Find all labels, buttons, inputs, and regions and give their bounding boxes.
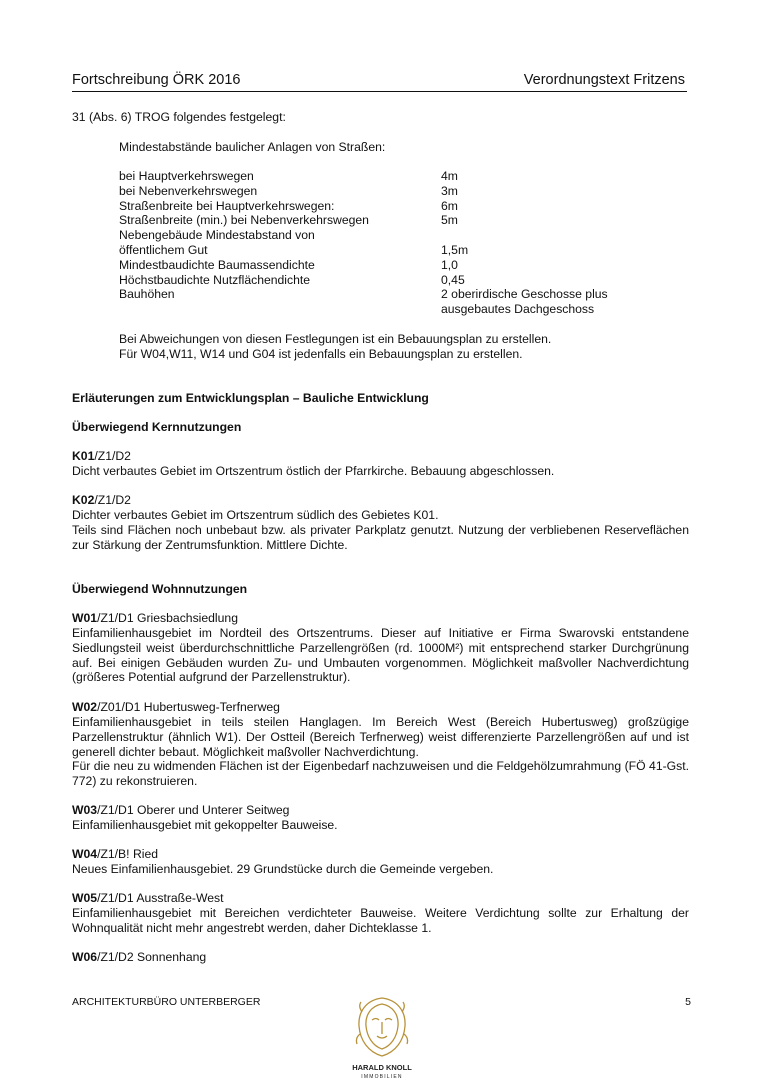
w05-suffix: /Z1/D1 Ausstraße-West bbox=[97, 891, 224, 905]
abstaende-row bbox=[119, 243, 679, 258]
w01-title bbox=[72, 611, 238, 626]
k02-paragraph: Teils sind Flächen noch unbebaut bzw. als privater Parkplatz genutzt. Nutzung der verbliebenen Reserveflächen zur Stärkung der Zentrumsfunktion. Mittlere Dichte. bbox=[72, 523, 689, 552]
harald-knoll-logo bbox=[352, 994, 412, 1080]
row-label: öffentlichem Gut bbox=[119, 242, 208, 257]
w03-code: W03 bbox=[72, 803, 98, 817]
abstaende-row bbox=[119, 199, 679, 214]
row-label: bei Nebenverkehrswegen bbox=[119, 183, 258, 198]
w04-text: Neues Einfamilienhausgebiet. 29 Grundstücke durch die Gemeinde vergeben. bbox=[72, 862, 494, 876]
w02-suffix: /Z01/D1 Hubertusweg-Terfnerweg bbox=[97, 700, 280, 714]
row-value: 3m bbox=[441, 183, 458, 198]
w01-suffix: /Z1/D1 Griesbachsiedlung bbox=[97, 611, 238, 625]
w02-title bbox=[72, 700, 280, 715]
row-label: Mindestbaudichte Baumassendichte bbox=[119, 257, 315, 272]
header-left: Fortschreibung ÖRK 2016 bbox=[72, 72, 241, 88]
row-value: 6m bbox=[441, 198, 458, 213]
w05-title bbox=[72, 891, 224, 906]
row-label: bei Hauptverkehrswegen bbox=[119, 169, 254, 183]
section-title: Erläuterungen zum Entwicklungsplan – Bauliche Entwicklung bbox=[72, 391, 429, 405]
abstaende-title: Mindestabstände baulicher Anlagen von Straßen: bbox=[119, 140, 386, 154]
lion-icon bbox=[356, 998, 407, 1056]
abstaende-row bbox=[119, 184, 679, 199]
w06-suffix: /Z1/D2 Sonnenhang bbox=[97, 950, 207, 964]
abstaende-row bbox=[119, 169, 679, 184]
k01-text: Dicht verbautes Gebiet im Ortszentrum östlich der Pfarrkirche. Bebauung abgeschlossen. bbox=[72, 464, 555, 478]
row-value: 5m bbox=[441, 213, 458, 228]
abstaende-row bbox=[119, 302, 679, 317]
abstaende-note-1: Bei Abweichungen von diesen Festlegungen ist ein Bebauungsplan zu erstellen. bbox=[119, 332, 552, 346]
row-label: Straßenbreite (min.) bei Nebenverkehrswegen bbox=[119, 213, 369, 228]
w04-code: W04 bbox=[72, 847, 98, 861]
logo-line-2: IMMOBILIEN bbox=[361, 1074, 403, 1080]
abstaende-note-2: Für W04,W11, W14 und G04 ist jedenfalls ein Bebauungsplan zu erstellen. bbox=[119, 347, 523, 361]
abstaende-row bbox=[119, 287, 679, 302]
abstaende-row bbox=[119, 258, 679, 273]
w01-code: W01 bbox=[72, 611, 98, 625]
abstaende-row bbox=[119, 213, 679, 228]
abstaende-row bbox=[119, 273, 679, 288]
w04-title bbox=[72, 847, 158, 862]
w03-title bbox=[72, 803, 289, 818]
w04-suffix: /Z1/B! Ried bbox=[97, 847, 159, 861]
abstaende-list bbox=[119, 169, 679, 317]
row-value: ausgebautes Dachgeschoss bbox=[441, 302, 595, 317]
row-value: 1,5m bbox=[441, 242, 469, 257]
k01-suffix: /Z1/D2 bbox=[94, 449, 131, 463]
k02-title bbox=[72, 493, 131, 508]
w05-code: W05 bbox=[72, 891, 98, 905]
row-value: 2 oberirdische Geschosse plus bbox=[441, 287, 608, 302]
row-label: Bauhöhen bbox=[119, 287, 175, 302]
k01-code: K01 bbox=[72, 449, 95, 463]
header-right: Verordnungstext Fritzens bbox=[523, 72, 685, 88]
k01-title bbox=[72, 449, 131, 464]
w03-text: Einfamilienhausgebiet mit gekoppelter Bauweise. bbox=[72, 818, 338, 832]
row-value: 4m bbox=[441, 169, 458, 183]
w02-paragraph-1: Einfamilienhausgebiet in teils steilen Hanglagen. Im Bereich West (Bereich Hubertusweg) großzügige Parzellenstruktur (ähnlich W1). Der Ostteil (Bereich Terfnerweg) weist differenzierte Parzellengrößen auf und ist generell dichter bebaut. Möglichkeit maßvoller Nachverdichtung. bbox=[72, 715, 689, 759]
abstaende-row bbox=[119, 228, 679, 243]
row-label: Höchstbaudichte Nutzflächendichte bbox=[119, 272, 311, 287]
kern-heading: Überwiegend Kernnutzungen bbox=[72, 420, 242, 434]
k02-line1: Dichter verbautes Gebiet im Ortszentrum südlich des Gebietes K01. bbox=[72, 508, 439, 522]
row-value: 1,0 bbox=[441, 257, 458, 272]
footer-left: ARCHITEKTURBÜRO UNTERBERGER bbox=[72, 996, 261, 1008]
w03-suffix: /Z1/D1 Oberer und Unterer Seitweg bbox=[97, 803, 290, 817]
row-label: Nebengebäude Mindestabstand von bbox=[119, 228, 315, 243]
k02-code: K02 bbox=[72, 493, 95, 507]
logo-line-1: HARALD KNOLL bbox=[352, 1063, 412, 1072]
intro-line: 31 (Abs. 6) TROG folgendes festgelegt: bbox=[72, 110, 286, 124]
page-number: 5 bbox=[685, 996, 691, 1008]
w02-paragraph-2: Für die neu zu widmenden Flächen ist der Eigenbedarf nachzuweisen und die Feldgehölzumrahmung (FÖ 41-Gst. 772) zu rekonstruieren. bbox=[72, 759, 689, 788]
wohn-heading: Überwiegend Wohnnutzungen bbox=[72, 582, 248, 596]
w06-code: W06 bbox=[72, 950, 98, 964]
row-label: Straßenbreite bei Hauptverkehrswegen: bbox=[119, 198, 335, 213]
k02-suffix: /Z1/D2 bbox=[94, 493, 131, 507]
w05-paragraph: Einfamilienhausgebiet mit Bereichen verdichteter Bauweise. Weitere Verdichtung sollte zur Erhaltung der Wohnqualität nicht mehr angestrebt werden, daher Dichteklasse 1. bbox=[72, 906, 689, 935]
header-divider bbox=[72, 91, 687, 92]
row-value: 0,45 bbox=[441, 272, 465, 287]
row-label bbox=[119, 302, 441, 317]
w01-paragraph: Einfamilienhausgebiet im Nordteil des Ortszentrums. Dieser auf Initiative er Firma Swarovski entstandene Siedlungsteil weist überdurchschnittliche Parzellengrößen (rd. 1000M²) mit entsprechend starker Durchgrünung auf. Bei einigen Gebäuden wurden Zu- und Umbauten vorgenommen. Möglichkeit maßvoller Nachverdichtung (größeres Potential aufgrund der Parzellenstruktur). bbox=[72, 626, 689, 685]
w02-code: W02 bbox=[72, 700, 98, 714]
w06-title bbox=[72, 950, 206, 965]
